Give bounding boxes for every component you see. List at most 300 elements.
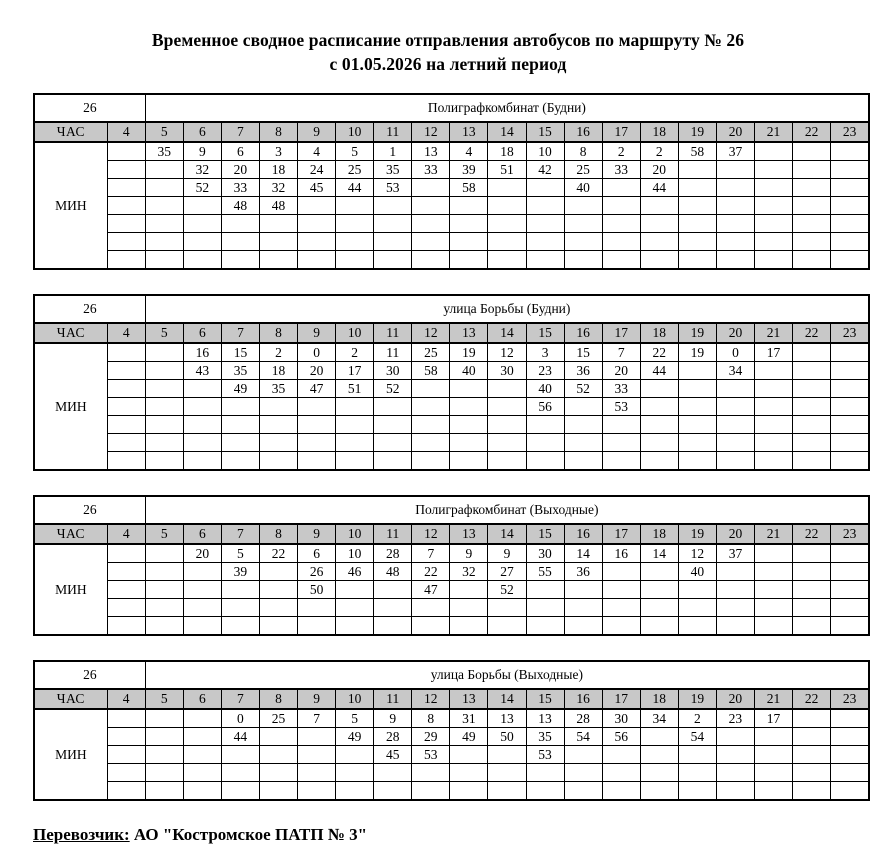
minute-cell xyxy=(488,452,526,471)
minute-cell xyxy=(640,434,678,452)
minute-cell xyxy=(107,728,145,746)
minute-cell: 1 xyxy=(374,142,412,161)
minute-cell: 9 xyxy=(450,544,488,563)
minute-cell: 25 xyxy=(259,709,297,728)
minute-cell xyxy=(145,179,183,197)
table-row xyxy=(34,380,869,398)
minute-cell: 34 xyxy=(716,362,754,380)
minute-cell xyxy=(488,233,526,251)
minute-cell xyxy=(716,161,754,179)
minute-cell xyxy=(259,251,297,270)
hour-header-cell: 8 xyxy=(259,122,297,142)
minute-cell xyxy=(450,617,488,636)
route-number: 26 xyxy=(34,295,145,323)
hour-header-row xyxy=(34,122,869,142)
table-row xyxy=(34,581,869,599)
hour-header-cell: 16 xyxy=(564,689,602,709)
minute-cell xyxy=(831,380,869,398)
hour-header-cell: 10 xyxy=(336,323,374,343)
minute-cell xyxy=(374,434,412,452)
minute-cell xyxy=(183,215,221,233)
minute-cell xyxy=(450,416,488,434)
table-row xyxy=(34,764,869,782)
minute-cell xyxy=(640,728,678,746)
minute-cell: 20 xyxy=(183,544,221,563)
minute-cell xyxy=(259,398,297,416)
minute-cell xyxy=(831,544,869,563)
hour-header-cell: 9 xyxy=(298,323,336,343)
minute-cell xyxy=(259,563,297,581)
minute-cell xyxy=(640,452,678,471)
minute-cell: 39 xyxy=(221,563,259,581)
minute-cell xyxy=(526,434,564,452)
minute-cell xyxy=(412,233,450,251)
minute-cell xyxy=(450,380,488,398)
minute-cell xyxy=(145,544,183,563)
minute-cell: 3 xyxy=(259,142,297,161)
minute-cell xyxy=(145,416,183,434)
minute-cell xyxy=(412,452,450,471)
minute-cell xyxy=(831,709,869,728)
minute-cell xyxy=(259,416,297,434)
minute-cell xyxy=(145,764,183,782)
hour-column-label: ЧАС xyxy=(34,122,107,142)
minute-cell xyxy=(678,197,716,215)
minute-cell xyxy=(831,452,869,471)
minute-cell xyxy=(488,764,526,782)
minute-cell xyxy=(412,179,450,197)
minute-cell: 17 xyxy=(754,709,792,728)
minute-cell: 52 xyxy=(374,380,412,398)
minute-cell xyxy=(755,398,793,416)
minute-cell xyxy=(145,251,183,270)
minute-cell xyxy=(450,782,488,801)
hour-header-cell: 17 xyxy=(602,689,640,709)
minute-cell xyxy=(602,746,640,764)
minute-cell: 2 xyxy=(602,142,640,161)
minute-cell: 15 xyxy=(564,343,602,362)
hour-header-cell: 6 xyxy=(183,323,221,343)
minute-cell xyxy=(145,380,183,398)
table-row xyxy=(34,452,869,471)
minute-cell xyxy=(793,728,831,746)
minute-cell xyxy=(183,233,221,251)
minute-cell: 7 xyxy=(412,544,450,563)
minute-cell xyxy=(831,215,869,233)
minute-cell xyxy=(374,599,412,617)
minute-cell xyxy=(374,782,412,801)
minute-cell xyxy=(640,251,678,270)
minute-cell: 40 xyxy=(450,362,488,380)
minute-cell xyxy=(183,581,221,599)
minute-cell xyxy=(145,161,183,179)
minute-cell: 43 xyxy=(183,362,221,380)
minute-cell xyxy=(640,197,678,215)
minute-cell xyxy=(374,581,412,599)
minute-cell: 15 xyxy=(221,343,259,362)
minute-cell: 31 xyxy=(450,709,488,728)
minute-cell xyxy=(678,251,716,270)
minute-cell xyxy=(145,581,183,599)
minute-cell: 20 xyxy=(298,362,336,380)
minute-cell xyxy=(298,416,336,434)
minute-cell xyxy=(221,782,259,801)
minute-cell: 6 xyxy=(298,544,336,563)
minute-cell xyxy=(221,251,259,270)
minute-cell xyxy=(412,434,450,452)
hour-header-cell: 16 xyxy=(564,122,602,142)
minute-cell xyxy=(831,161,869,179)
minute-cell xyxy=(716,728,754,746)
hour-header-cell: 14 xyxy=(488,524,526,544)
minute-cell: 53 xyxy=(412,746,450,764)
minute-cell xyxy=(107,764,145,782)
minute-cell xyxy=(602,197,640,215)
minute-cell xyxy=(564,215,602,233)
minute-cell xyxy=(336,581,374,599)
minute-cell xyxy=(678,233,716,251)
minute-cell xyxy=(716,581,754,599)
minute-cell xyxy=(678,782,716,801)
minute-cell xyxy=(374,197,412,215)
table-row xyxy=(34,746,869,764)
minute-cell xyxy=(183,599,221,617)
minute-cell xyxy=(716,434,754,452)
minute-cell xyxy=(183,251,221,270)
minute-cell xyxy=(831,599,869,617)
hour-header-cell: 13 xyxy=(450,122,488,142)
hour-column-label: ЧАС xyxy=(34,524,107,544)
minute-cell xyxy=(259,764,297,782)
minute-cell xyxy=(221,434,259,452)
minute-cell: 0 xyxy=(221,709,259,728)
minute-cell: 37 xyxy=(716,142,754,161)
minute-cell xyxy=(716,416,754,434)
minute-cell xyxy=(640,416,678,434)
minute-cell: 34 xyxy=(640,709,678,728)
minute-cell xyxy=(488,746,526,764)
minute-cell: 53 xyxy=(602,398,640,416)
minute-cell xyxy=(602,434,640,452)
minute-cell xyxy=(183,746,221,764)
minute-cell: 2 xyxy=(640,142,678,161)
minute-cell xyxy=(336,434,374,452)
minute-cell: 7 xyxy=(298,709,336,728)
minute-cell xyxy=(526,251,564,270)
minute-cell: 28 xyxy=(374,728,412,746)
minute-cell xyxy=(374,398,412,416)
minute-cell xyxy=(602,179,640,197)
minute-cell xyxy=(450,764,488,782)
minute-cell xyxy=(754,179,792,197)
minute-cell xyxy=(793,179,831,197)
minute-cell: 36 xyxy=(564,563,602,581)
minute-cell: 0 xyxy=(716,343,754,362)
hour-header-cell: 19 xyxy=(678,122,716,142)
minute-cell xyxy=(145,728,183,746)
minute-cell xyxy=(298,782,336,801)
hour-column-label: ЧАС xyxy=(34,323,107,343)
minute-cell: 33 xyxy=(602,380,640,398)
minute-cell xyxy=(336,398,374,416)
minute-cell xyxy=(793,617,831,636)
minute-cell: 58 xyxy=(450,179,488,197)
minute-cell: 19 xyxy=(678,343,716,362)
hour-header-cell: 18 xyxy=(640,323,678,343)
minute-cell xyxy=(564,617,602,636)
schedule-table xyxy=(33,660,870,801)
minute-cell xyxy=(754,599,792,617)
minute-cell: 52 xyxy=(564,380,602,398)
table-row xyxy=(34,617,869,636)
minute-cell xyxy=(793,251,831,270)
minute-cell xyxy=(145,434,183,452)
minute-cell xyxy=(602,452,640,471)
minute-cell xyxy=(640,764,678,782)
minute-cell: 8 xyxy=(564,142,602,161)
minute-cell xyxy=(183,416,221,434)
hour-header-cell: 9 xyxy=(298,122,336,142)
minute-cell xyxy=(564,599,602,617)
minute-cell xyxy=(183,617,221,636)
minute-cell xyxy=(145,398,183,416)
hour-header-cell: 11 xyxy=(374,524,412,544)
hour-header-cell: 10 xyxy=(336,122,374,142)
minute-cell: 44 xyxy=(640,362,678,380)
hour-header-cell: 12 xyxy=(412,689,450,709)
minute-cell xyxy=(793,599,831,617)
table-row xyxy=(34,197,869,215)
route-destination: улица Борьбы (Будни) xyxy=(145,295,869,323)
minute-cell xyxy=(488,251,526,270)
minute-cell: 40 xyxy=(678,563,716,581)
minute-cell xyxy=(488,617,526,636)
minute-cell: 16 xyxy=(602,544,640,563)
minute-cell xyxy=(412,416,450,434)
minute-cell xyxy=(831,764,869,782)
minute-cell xyxy=(755,416,793,434)
minute-cell xyxy=(107,343,145,362)
schedule-head-row xyxy=(34,496,869,524)
minute-cell xyxy=(831,617,869,636)
minute-cell: 32 xyxy=(183,161,221,179)
minute-cell: 2 xyxy=(678,709,716,728)
minute-cell xyxy=(450,434,488,452)
minute-cell xyxy=(488,434,526,452)
minute-cell xyxy=(298,746,336,764)
minute-cell xyxy=(183,197,221,215)
minute-cell xyxy=(488,179,526,197)
table-row xyxy=(34,563,869,581)
minute-cell: 4 xyxy=(450,142,488,161)
minute-column-label: МИН xyxy=(34,343,107,470)
minute-cell xyxy=(336,452,374,471)
minute-column-label: МИН xyxy=(34,544,107,635)
table-row xyxy=(34,142,869,161)
minute-cell: 40 xyxy=(526,380,564,398)
route-destination: улица Борьбы (Выходные) xyxy=(145,661,869,689)
schedule-block xyxy=(33,495,870,636)
minute-cell: 50 xyxy=(298,581,336,599)
minute-cell xyxy=(602,563,640,581)
hour-header-cell: 23 xyxy=(831,689,869,709)
minute-cell xyxy=(107,434,145,452)
minute-cell xyxy=(716,251,754,270)
minute-cell xyxy=(602,251,640,270)
minute-cell xyxy=(716,617,754,636)
minute-cell xyxy=(107,544,145,563)
hour-header-cell: 6 xyxy=(183,689,221,709)
route-number: 26 xyxy=(34,661,145,689)
minute-cell xyxy=(488,380,526,398)
hour-header-cell: 23 xyxy=(831,122,869,142)
minute-cell: 30 xyxy=(374,362,412,380)
hour-header-cell: 13 xyxy=(450,323,488,343)
minute-cell xyxy=(831,416,869,434)
hour-header-cell: 4 xyxy=(107,689,145,709)
minute-cell xyxy=(107,581,145,599)
minute-cell xyxy=(793,563,831,581)
minute-cell: 49 xyxy=(221,380,259,398)
minute-cell xyxy=(107,563,145,581)
minute-cell xyxy=(145,746,183,764)
minute-cell: 12 xyxy=(488,343,526,362)
minute-cell: 47 xyxy=(412,581,450,599)
minute-cell xyxy=(526,416,564,434)
hour-header-cell: 12 xyxy=(412,323,450,343)
minute-cell xyxy=(602,581,640,599)
minute-cell xyxy=(716,215,754,233)
carrier-name: АО "Костромское ПАТП № 3" xyxy=(133,825,368,845)
minute-cell xyxy=(107,179,145,197)
minute-cell xyxy=(526,617,564,636)
schedule-block xyxy=(33,294,870,471)
minute-cell xyxy=(450,233,488,251)
hour-header-cell: 10 xyxy=(336,524,374,544)
minute-cell xyxy=(374,764,412,782)
minute-cell: 35 xyxy=(221,362,259,380)
hour-header-cell: 22 xyxy=(793,323,831,343)
minute-cell xyxy=(831,343,869,362)
minute-cell xyxy=(678,764,716,782)
minute-cell xyxy=(831,434,869,452)
minute-cell xyxy=(145,617,183,636)
minute-cell xyxy=(640,617,678,636)
minute-cell xyxy=(488,398,526,416)
minute-cell: 14 xyxy=(640,544,678,563)
minute-cell: 24 xyxy=(298,161,336,179)
minute-cell xyxy=(259,215,297,233)
minute-cell xyxy=(793,544,831,563)
minute-cell: 13 xyxy=(412,142,450,161)
minute-cell: 53 xyxy=(374,179,412,197)
minute-cell: 28 xyxy=(564,709,602,728)
minute-cell xyxy=(754,142,792,161)
minute-cell: 25 xyxy=(336,161,374,179)
minute-cell: 46 xyxy=(336,563,374,581)
minute-cell xyxy=(412,398,450,416)
minute-cell xyxy=(678,452,716,471)
minute-cell: 10 xyxy=(526,142,564,161)
minute-cell: 5 xyxy=(336,709,374,728)
minute-cell xyxy=(526,215,564,233)
hour-header-cell: 22 xyxy=(793,122,831,142)
schedule-head-row xyxy=(34,661,869,689)
minute-cell xyxy=(107,233,145,251)
minute-cell xyxy=(564,434,602,452)
table-row xyxy=(34,416,869,434)
minute-cell: 30 xyxy=(488,362,526,380)
minute-cell xyxy=(336,233,374,251)
minute-cell xyxy=(716,398,754,416)
minute-cell xyxy=(831,746,869,764)
minute-cell: 53 xyxy=(526,746,564,764)
minute-cell: 13 xyxy=(526,709,564,728)
minute-cell xyxy=(678,362,716,380)
minute-cell xyxy=(716,197,754,215)
hour-header-cell: 11 xyxy=(374,323,412,343)
minute-cell xyxy=(450,398,488,416)
minute-cell xyxy=(336,782,374,801)
minute-cell: 35 xyxy=(145,142,183,161)
hour-header-cell: 12 xyxy=(412,524,450,544)
hour-header-cell: 4 xyxy=(107,323,145,343)
minute-cell xyxy=(640,746,678,764)
minute-cell: 28 xyxy=(374,544,412,563)
minute-cell xyxy=(640,398,678,416)
minute-cell: 54 xyxy=(678,728,716,746)
minute-cell xyxy=(754,581,792,599)
minute-cell: 18 xyxy=(259,161,297,179)
minute-cell: 13 xyxy=(488,709,526,728)
minute-cell xyxy=(336,746,374,764)
minute-cell: 48 xyxy=(221,197,259,215)
minute-cell xyxy=(716,452,754,471)
hour-header-cell: 5 xyxy=(145,524,183,544)
minute-cell: 22 xyxy=(259,544,297,563)
minute-cell xyxy=(450,581,488,599)
minute-cell: 54 xyxy=(564,728,602,746)
minute-cell xyxy=(564,416,602,434)
minute-cell xyxy=(298,215,336,233)
hour-header-cell: 20 xyxy=(716,323,754,343)
minute-cell: 3 xyxy=(526,343,564,362)
table-row xyxy=(34,233,869,251)
minute-cell xyxy=(183,709,221,728)
hour-header-cell: 4 xyxy=(107,524,145,544)
minute-cell xyxy=(716,563,754,581)
minute-cell: 42 xyxy=(526,161,564,179)
table-row xyxy=(34,398,869,416)
minute-cell xyxy=(678,416,716,434)
table-row xyxy=(34,179,869,197)
minute-cell xyxy=(488,197,526,215)
minute-cell xyxy=(526,197,564,215)
minute-cell: 48 xyxy=(259,197,297,215)
minute-cell xyxy=(145,782,183,801)
minute-cell xyxy=(488,215,526,233)
hour-header-cell: 8 xyxy=(259,689,297,709)
minute-cell xyxy=(488,599,526,617)
hour-header-cell: 17 xyxy=(602,122,640,142)
hour-header-cell: 15 xyxy=(526,122,564,142)
schedule-head-row xyxy=(34,94,869,122)
minute-cell: 30 xyxy=(602,709,640,728)
minute-cell xyxy=(259,452,297,471)
minute-cell xyxy=(793,142,831,161)
minute-cell xyxy=(145,452,183,471)
hour-header-cell: 18 xyxy=(640,524,678,544)
